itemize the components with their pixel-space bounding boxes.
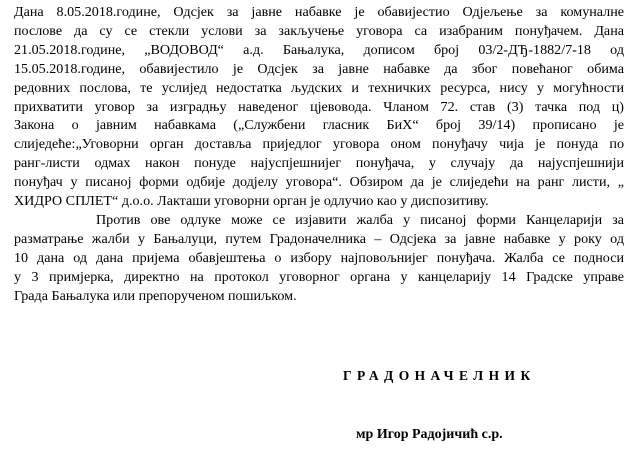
paragraph-1-line-7: Закона о јавним набавкама („Службени гласник БиХ“ број 39/14) прописано је [14, 117, 624, 134]
paragraph-1-line-9: ранг-листи одмах након понуде најуспјешнијег понуђача, у случају да најуспјешнији [14, 155, 624, 172]
paragraph-1-line-4: 15.05.2018.године, обавијестило је Одсјек за јавне набавке да због повећаног обима [14, 60, 624, 77]
paragraph-1-line-2: послове да су се стекли услови за закључење уговора са изабраним понуђачем. Дана [14, 22, 624, 39]
paragraph-2-line-3: 10 дана од дана пријема обавјештења о избору најповољнијег понуђача. Жалба се подноси [14, 249, 624, 266]
paragraph-1-line-5: редовних послова, те услијед недостатка људских и техничких ресурса, нису у могућности [14, 79, 624, 96]
paragraph-1-line-8: слиједеће:„Уговорни орган доставља приједлог уговора оном понуђачу чија је понуда по [14, 136, 624, 153]
paragraph-1-line-11: ХИДРО СПЛЕТ“ д.о.о. Лакташи уговорни орган је одлучио као у диспозитиву. [14, 193, 489, 210]
paragraph-2-line-4: у 3 примјерка, директно на протокол уговорног органа у канцеларију 14 Градске управе [14, 268, 624, 285]
signatory-name: мр Игор Радојичић с.р. [356, 427, 503, 442]
paragraph-2-line-2: разматрање жалби у Бањалуци, путем Градоначелника – Одсјека за јавне набавке у року од [14, 230, 624, 247]
paragraph-2-line-1: Против ове одлуке може се изјавити жалба у писаној форми Канцеларији за [96, 211, 624, 228]
decision-body [14, 3, 624, 306]
paragraph-1-line-1: Дана 8.05.2018.године, Одсјек за јавне набавке је обавијестио Одјељење за комуналне [14, 4, 624, 20]
signatory-title: ГРАДОНАЧЕЛНИК [343, 368, 536, 383]
paragraph-1-line-10: понуђач у писаној форми одбије додјелу уговора“. Обзиром да је слиједећи на ранг листи, „ [14, 174, 624, 191]
paragraph-2-line-5: Града Бањалука или препорученом пошиљком. [14, 287, 297, 304]
paragraph-1-line-3: 21.05.2018.године, „ВОДОВОД“ а.д. Бањалука, дописом број 03/2-ДЂ-1882/7-18 од [14, 41, 624, 58]
paragraph-1-line-6: прихватити уговор за изградњу наведеног цјевовода. Чланом 72. став (3) тачка под ц) [14, 98, 624, 115]
